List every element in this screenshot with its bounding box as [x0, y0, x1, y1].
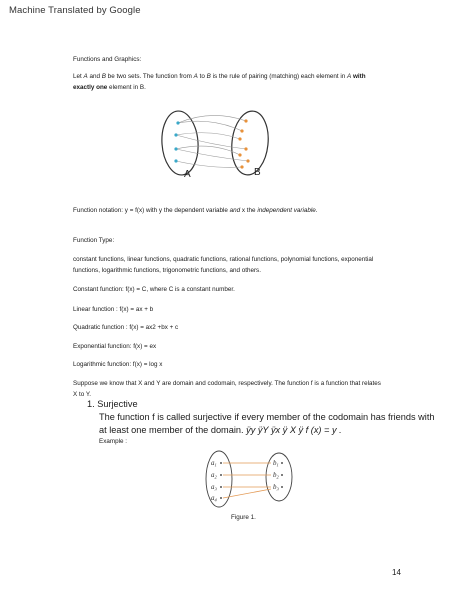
set-a: A [347, 73, 352, 80]
page-number: 14 [392, 568, 401, 577]
linear-function: Linear function : f(x) = ax + b [73, 306, 154, 313]
surjective-text: at least one member of the domain. [99, 425, 247, 435]
surjective-line-1: The function f is called surjective if every member of the codomain has friends with [99, 412, 435, 422]
bold-exactly-one: exactly one [73, 84, 108, 91]
codomain-element: $b_3$ [273, 483, 279, 492]
codomain-element: $b_1$ [273, 459, 279, 468]
bold-with: with [352, 73, 366, 80]
notation-text: x the [240, 207, 258, 214]
domain-points [174, 121, 179, 162]
suppose-line-2: X to Y. [73, 391, 91, 398]
domain-element: $a_2$ [211, 471, 217, 480]
label-b: B [254, 167, 261, 178]
ellipse-a [160, 110, 200, 176]
function-type-heading: Function Type: [73, 237, 115, 244]
domain-element: $a_1$ [211, 459, 217, 468]
surjective-item: 1. Surjective [87, 399, 138, 409]
intro-text: Let [73, 73, 84, 80]
domain-element: $a_4$ [211, 494, 217, 503]
suppose-line-1: Suppose we know that X and Y are domain and codomain, respectively. The function f is a function that relates [73, 380, 381, 387]
example-label: Example : [99, 438, 127, 445]
domain-ellipse [206, 451, 232, 507]
quadratic-function: Quadratic function : f(x) = ax2 +bx + c [73, 324, 179, 331]
set-a: A [83, 73, 88, 80]
codomain-ellipse [266, 453, 292, 501]
intro-text: and [87, 73, 102, 80]
intro-text: is the rule of pairing (matching) each element in [210, 73, 347, 80]
constant-function: Constant function: f(x) = C, where C is a constant number. [73, 286, 235, 293]
intro-text: be two sets. The function from [105, 73, 194, 80]
ellipse-b [229, 109, 271, 176]
types-line-2: functions, logarithmic functions, trigonometric functions, and others. [73, 267, 261, 274]
exponential-function: Exponential function: f(x) = ex [73, 343, 157, 350]
intro-line-2 [73, 83, 146, 94]
machine-translation-banner: Machine Translated by Google [9, 5, 141, 16]
domain-element: $a_3$ [211, 483, 217, 492]
logarithmic-function: Logarithmic function: f(x) = log x [73, 361, 163, 368]
figure-caption: Figure 1. [231, 514, 256, 521]
surjective-figure [200, 446, 300, 512]
set-mapping-figure [150, 105, 280, 185]
set-b: B [206, 73, 211, 80]
section-heading: Functions and Graphics: [73, 56, 142, 63]
types-line-1: constant functions, linear functions, quadratic functions, rational functions, polynomial functions, exponential [73, 256, 374, 263]
codomain-points [238, 119, 249, 168]
surjective-line-2 [99, 424, 342, 437]
notation-and: and [229, 207, 241, 214]
surjective-formula: ÿy ÿY ÿx ÿ X ÿ f (x) = y . [246, 425, 342, 435]
notation-line [73, 206, 318, 217]
intro-text: to [197, 73, 207, 80]
notation-text: Function notation: y = f(x) with y the dependent variable [73, 207, 230, 214]
codomain-element: $b_2$ [273, 471, 279, 480]
intro-text: element in B. [107, 84, 146, 91]
set-b: B [101, 73, 106, 80]
intro-line-1 [73, 72, 366, 83]
label-a: A [184, 169, 191, 180]
notation-independent: independent variable. [257, 207, 318, 214]
set-a: A [193, 73, 198, 80]
